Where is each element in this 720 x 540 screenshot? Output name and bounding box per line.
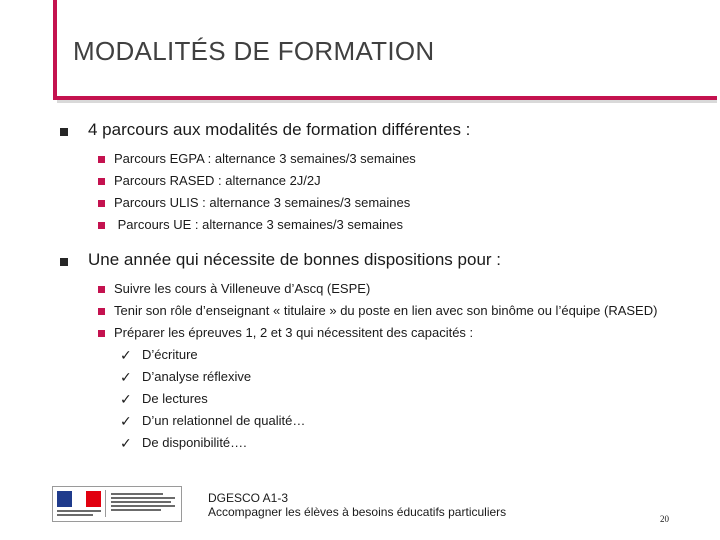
section-heading	[58, 118, 698, 142]
list-item	[58, 322, 698, 344]
list-item-text: Parcours EGPA : alternance 3 semaines/3 semaines	[114, 151, 416, 166]
list-item	[58, 148, 698, 170]
square-bullet-icon	[98, 286, 105, 293]
checkmark-icon: ✓	[120, 435, 132, 451]
checklist-item-text: D’un relationnel de qualité…	[142, 413, 306, 428]
checklist-item-text: De disponibilité….	[142, 435, 247, 450]
checklist-item	[58, 432, 698, 454]
footer-line-2: Accompagner les élèves à besoins éducatifs particuliers	[208, 505, 507, 519]
page-number: 20	[660, 514, 669, 524]
footer-line-1: DGESCO A1-3	[208, 491, 289, 505]
list-item-text: Parcours RASED : alternance 2J/2J	[114, 173, 321, 188]
checkmark-icon: ✓	[120, 347, 132, 363]
square-bullet-icon	[60, 258, 68, 266]
list-item-text: Parcours UE : alternance 3 semaines/3 semaines	[114, 217, 404, 232]
section-heading-text: Une année qui nécessite de bonnes dispositions pour :	[88, 250, 502, 269]
list-item	[58, 214, 698, 236]
checklist-item	[58, 344, 698, 366]
checkmark-icon: ✓	[120, 391, 132, 407]
list-item	[58, 192, 698, 214]
checklist-item-text: D’écriture	[142, 347, 198, 362]
square-bullet-icon	[98, 330, 105, 337]
checklist-item	[58, 410, 698, 432]
footer-text	[208, 491, 506, 519]
square-bullet-icon	[98, 222, 105, 229]
section-heading-text: 4 parcours aux modalités de formation différentes :	[88, 120, 471, 139]
checklist-item	[58, 388, 698, 410]
list-item	[58, 170, 698, 192]
list-item-text: Tenir son rôle d’enseignant « titulaire » du poste en lien avec son binôme ou l’équipe (RASED)	[114, 303, 658, 318]
list-item	[58, 278, 698, 300]
checkmark-icon: ✓	[120, 369, 132, 385]
checklist-item-text: De lectures	[142, 391, 208, 406]
list-item-text: Suivre les cours à Villeneuve d’Ascq (ESPE)	[114, 281, 371, 296]
square-bullet-icon	[60, 128, 68, 136]
square-bullet-icon	[98, 308, 105, 315]
square-bullet-icon	[98, 178, 105, 185]
checklist-item	[58, 366, 698, 388]
checkmark-icon: ✓	[120, 413, 132, 429]
slide-title: MODALITÉS DE FORMATION	[73, 36, 435, 66]
square-bullet-icon	[98, 156, 105, 163]
title-frame-left-bar	[53, 0, 57, 100]
ministry-logo	[52, 486, 182, 522]
slide-content	[58, 118, 698, 454]
french-flag-icon	[57, 491, 101, 507]
list-item	[58, 300, 698, 322]
title-frame	[53, 0, 717, 100]
section-heading	[58, 248, 698, 272]
title-frame-shadow	[57, 100, 717, 103]
square-bullet-icon	[98, 200, 105, 207]
checklist-item-text: D’analyse réflexive	[142, 369, 252, 384]
list-item-text: Préparer les épreuves 1, 2 et 3 qui nécessitent des capacités :	[114, 325, 474, 340]
list-item-text: Parcours ULIS : alternance 3 semaines/3 semaines	[114, 195, 411, 210]
